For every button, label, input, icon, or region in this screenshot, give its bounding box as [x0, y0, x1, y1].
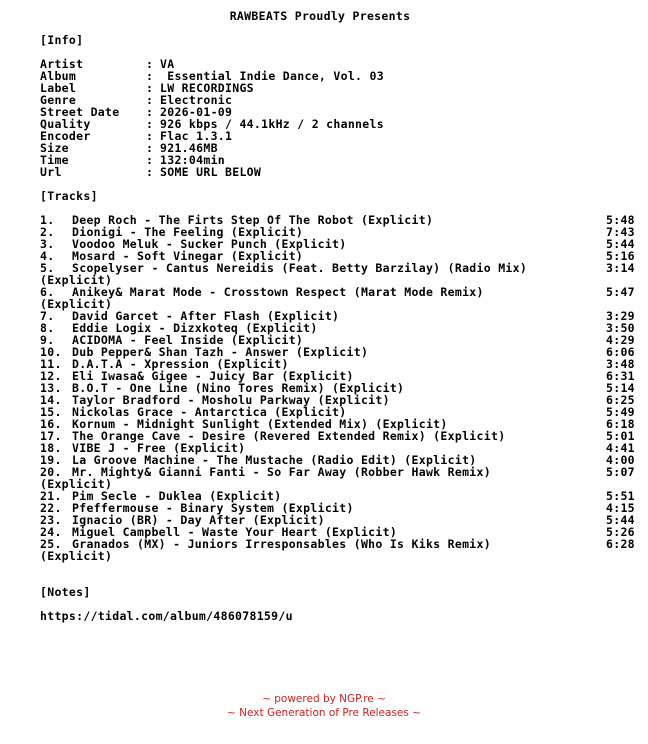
- info-value: VA: [160, 57, 175, 71]
- track-number: 16.: [40, 417, 62, 431]
- track-title-continuation: (Explicit): [40, 273, 113, 287]
- info-separator: :: [146, 129, 154, 143]
- track-title: Pfeffermouse - Binary System (Explicit): [72, 501, 354, 515]
- track-duration: 3:50: [606, 321, 635, 335]
- footer-tagline: ~ Next Generation of Pre Releases ~: [227, 707, 421, 719]
- info-section-label: [Info]: [40, 33, 84, 47]
- track-title: Eddie Logix - Dizxkoteq (Explicit): [72, 321, 318, 335]
- track-title-continuation: (Explicit): [40, 297, 113, 311]
- track-number: 12.: [40, 369, 62, 383]
- track-number: 2.: [40, 225, 55, 239]
- info-value: Flac 1.3.1: [160, 129, 233, 143]
- info-key: Quality: [40, 117, 91, 131]
- track-title: Mosard - Soft Vinegar (Explicit): [72, 249, 304, 263]
- track-duration: 6:18: [606, 417, 635, 431]
- track-title: Scopelyser - Cantus Nereidis (Feat. Betty Barzilay) (Radio Mix): [72, 261, 528, 275]
- track-duration: 3:29: [606, 309, 635, 323]
- track-duration: 3:48: [606, 357, 635, 371]
- info-row: [40, 94, 640, 106]
- info-key: Encoder: [40, 129, 91, 143]
- info-separator: :: [146, 105, 154, 119]
- track-number: 3.: [40, 237, 55, 251]
- track-number: 11.: [40, 357, 62, 371]
- notes-section-label: [Notes]: [40, 585, 91, 599]
- track-list: [40, 214, 640, 562]
- track-duration: 4:15: [606, 501, 635, 515]
- track-duration: 3:14: [606, 261, 635, 275]
- track-title: Anikey& Marat Mode - Crosstown Respect (Marat Mode Remix): [72, 285, 484, 299]
- track-number: 24.: [40, 525, 62, 539]
- track-duration: 6:28: [606, 537, 635, 551]
- info-value: SOME URL BELOW: [160, 165, 262, 179]
- track-row: [40, 262, 640, 274]
- info-key: Artist: [40, 57, 84, 71]
- track-title: Mr. Mighty& Gianni Fanti - So Far Away (Robber Hawk Remix): [72, 465, 491, 479]
- track-number: 13.: [40, 381, 62, 395]
- info-key: Album: [40, 69, 77, 83]
- info-separator: :: [146, 165, 154, 179]
- track-title: Ignacio (BR) - Day After (Explicit): [72, 513, 325, 527]
- track-row: [40, 286, 640, 298]
- info-key: Label: [40, 81, 77, 95]
- info-value: Essential Indie Dance, Vol. 03: [160, 69, 384, 83]
- info-separator: :: [146, 81, 154, 95]
- info-value: 2026-01-09: [160, 105, 233, 119]
- info-value: Electronic: [160, 93, 233, 107]
- track-number: 4.: [40, 249, 55, 263]
- track-number: 8.: [40, 321, 55, 335]
- nfo-document: [40, 10, 640, 622]
- track-title: Miguel Campbell - Waste Your Heart (Explicit): [72, 525, 398, 539]
- track-duration: 6:25: [606, 393, 635, 407]
- track-number: 17.: [40, 429, 62, 443]
- track-title: D.A.T.A - Xpression (Explicit): [72, 357, 289, 371]
- info-row: [40, 70, 640, 82]
- track-duration: 5:44: [606, 237, 635, 251]
- release-title: RAWBEATS Proudly Presents: [229, 9, 411, 23]
- track-duration: 6:31: [606, 369, 635, 383]
- track-title: La Groove Machine - The Mustache (Radio Edit) (Explicit): [72, 453, 477, 467]
- info-row: [40, 82, 640, 94]
- info-value: 926 kbps / 44.1kHz / 2 channels: [160, 117, 384, 131]
- track-duration: 5:26: [606, 525, 635, 539]
- track-title-continuation: (Explicit): [40, 549, 113, 563]
- track-duration: 5:51: [606, 489, 635, 503]
- track-duration: 5:14: [606, 381, 635, 395]
- track-title-continuation: (Explicit): [40, 477, 113, 491]
- info-separator: :: [146, 93, 154, 107]
- notes-url: https://tidal.com/album/486078159/u: [40, 609, 293, 623]
- track-number: 9.: [40, 333, 55, 347]
- track-duration: 4:41: [606, 441, 635, 455]
- track-title: ACIDOMA - Feel Inside (Explicit): [72, 333, 304, 347]
- info-value: LW RECORDINGS: [160, 81, 254, 95]
- info-fields: [40, 58, 640, 178]
- track-number: 10.: [40, 345, 62, 359]
- track-duration: 5:48: [606, 213, 635, 227]
- tracks-section-label: [Tracks]: [40, 189, 98, 203]
- info-key: Time: [40, 153, 69, 167]
- track-title: Taylor Bradford - Mosholu Parkway (Explicit): [72, 393, 390, 407]
- track-duration: 5:01: [606, 429, 635, 443]
- info-key: Genre: [40, 93, 77, 107]
- track-number: 19.: [40, 453, 62, 467]
- track-number: 22.: [40, 501, 62, 515]
- track-duration: 4:00: [606, 453, 635, 467]
- info-key: Size: [40, 141, 69, 155]
- track-title: The Orange Cave - Desire (Revered Extended Remix) (Explicit): [72, 429, 506, 443]
- track-title: Granados (MX) - Juniors Irresponsables (Who Is Kiks Remix): [72, 537, 491, 551]
- track-duration: 5:44: [606, 513, 635, 527]
- track-title: Kornum - Midnight Sunlight (Extended Mix) (Explicit): [72, 417, 448, 431]
- info-row: [40, 142, 640, 154]
- info-separator: :: [146, 141, 154, 155]
- track-number: 1.: [40, 213, 55, 227]
- track-duration: 6:06: [606, 345, 635, 359]
- track-duration: 5:16: [606, 249, 635, 263]
- info-separator: :: [146, 153, 154, 167]
- info-separator: :: [146, 57, 154, 71]
- track-duration: 5:49: [606, 405, 635, 419]
- track-title: Deep Roch - The Firts Step Of The Robot (Explicit): [72, 213, 434, 227]
- track-row: [40, 538, 640, 550]
- track-title: B.O.T - One Line (Nino Tores Remix) (Explicit): [72, 381, 405, 395]
- track-number: 20.: [40, 465, 62, 479]
- track-title: David Garcet - After Flash (Explicit): [72, 309, 340, 323]
- track-duration: 5:07: [606, 465, 635, 479]
- info-key: Street Date: [40, 105, 120, 119]
- track-title: Voodoo Meluk - Sucker Punch (Explicit): [72, 237, 347, 251]
- info-separator: :: [146, 117, 154, 131]
- info-row: [40, 166, 640, 178]
- track-duration: 4:29: [606, 333, 635, 347]
- track-duration: 5:47: [606, 285, 635, 299]
- track-number: 7.: [40, 309, 55, 323]
- info-row: [40, 118, 640, 130]
- track-number: 18.: [40, 441, 62, 455]
- track-number: 5.: [40, 261, 55, 275]
- track-number: 6.: [40, 285, 55, 299]
- footer-powered-by: ~ powered by NGP.re ~: [262, 693, 386, 705]
- track-title: Nickolas Grace - Antarctica (Explicit): [72, 405, 347, 419]
- track-title: Pim Secle - Duklea (Explicit): [72, 489, 282, 503]
- track-number: 23.: [40, 513, 62, 527]
- track-number: 21.: [40, 489, 62, 503]
- info-row: [40, 154, 640, 166]
- track-number: 25.: [40, 537, 62, 551]
- footer: [0, 692, 648, 720]
- track-title: Dub Pepper& Shan Tazh - Answer (Explicit): [72, 345, 369, 359]
- track-number: 15.: [40, 405, 62, 419]
- info-row: [40, 130, 640, 142]
- track-title: Eli Iwasa& Gigee - Juicy Bar (Explicit): [72, 369, 354, 383]
- info-key: Url: [40, 165, 62, 179]
- track-title: VIBE J - Free (Explicit): [72, 441, 246, 455]
- track-duration: 7:43: [606, 225, 635, 239]
- info-value: 921.46MB: [160, 141, 218, 155]
- track-row: [40, 466, 640, 478]
- track-number: 14.: [40, 393, 62, 407]
- info-separator: :: [146, 69, 154, 83]
- track-title: Dionigi - The Feeling (Explicit): [72, 225, 304, 239]
- info-value: 132:04min: [160, 153, 226, 167]
